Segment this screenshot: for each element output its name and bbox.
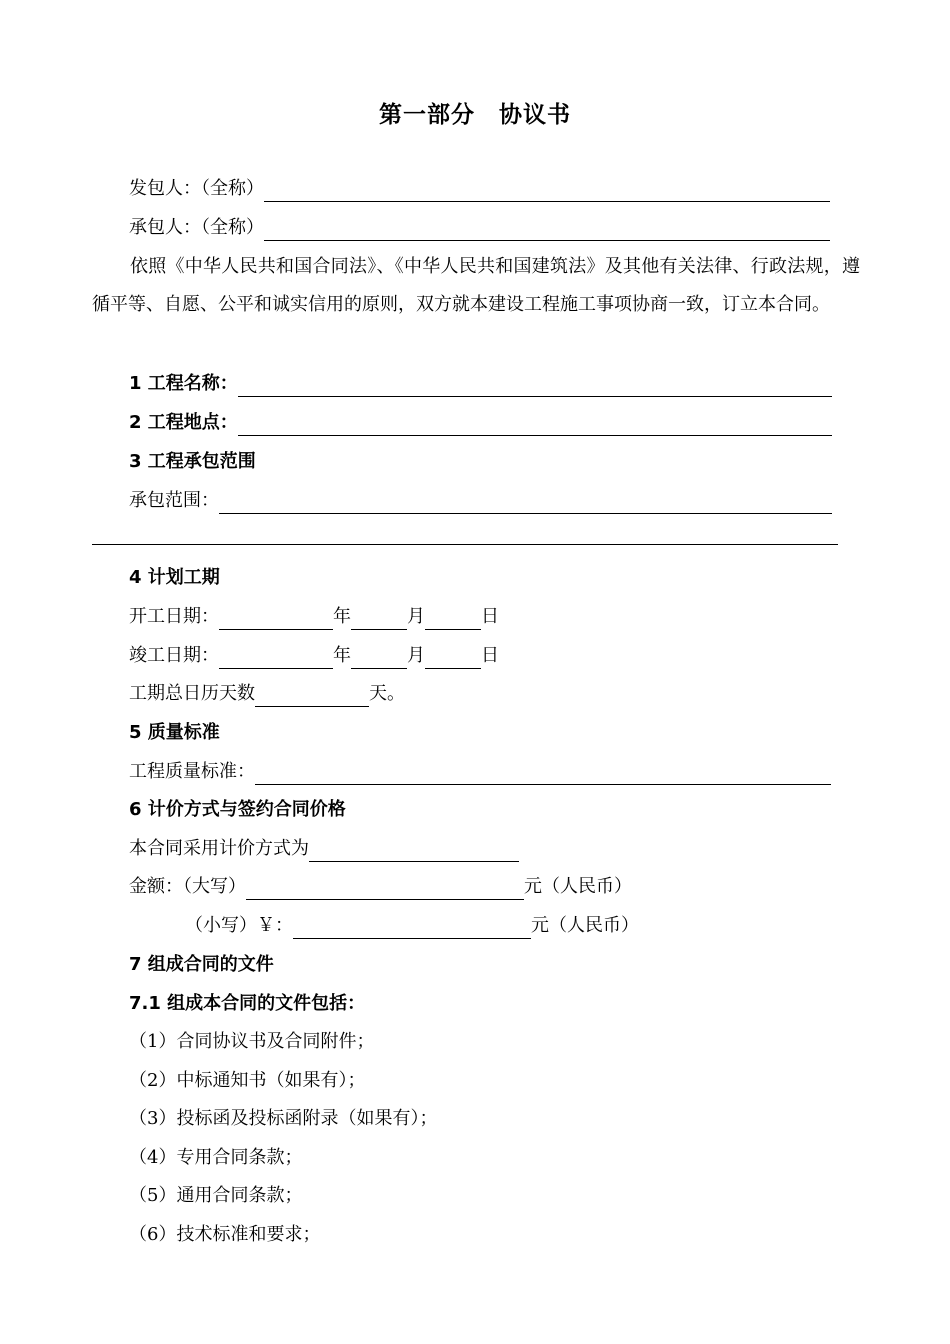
pricing-row [129,836,519,862]
document-item: （5）通用合同条款； [129,1185,303,1206]
project-name-label: 1 工程名称： [129,373,238,394]
start-date-label: 开工日期： [129,606,219,627]
start-year-unit: 年 [333,606,351,627]
duration-label: 工期总日历天数 [129,683,255,704]
pricing-method-field[interactable] [309,841,519,862]
end-day-unit: 日 [481,645,499,666]
contractor-label: 承包人：（全称） [129,217,264,238]
documents-heading-text: 7 组成合同的文件 [129,954,274,975]
amount-figures-field[interactable] [293,918,531,939]
duration-field[interactable] [255,686,369,707]
end-month-unit: 月 [407,645,425,666]
start-date-row [129,604,499,630]
pricing-label: 本合同采用计价方式为 [129,838,309,859]
documents-subheading-text: 7.1 组成本合同的文件包括： [129,993,366,1014]
scope-row [129,488,832,514]
quality-row [129,759,831,785]
project-name-field[interactable] [238,376,832,397]
duration-suffix: 天。 [369,683,405,704]
quality-field[interactable] [255,764,831,785]
scope-heading-text: 3 工程承包范围 [129,451,256,472]
amount-words-label: 金额：（大写） [129,876,246,897]
employer-label: 发包人：（全称） [129,178,264,199]
scope-field[interactable] [219,493,832,514]
start-month-unit: 月 [407,606,425,627]
project-location-field[interactable] [238,415,832,436]
start-day-field[interactable] [425,609,481,630]
project-location-label: 2 工程地点： [129,412,238,433]
project-name-row [129,371,832,397]
amount-figures-suffix: 元（人民币） [531,915,639,936]
schedule-heading [129,565,220,591]
end-month-field[interactable] [351,648,407,669]
scope-heading [129,449,256,475]
duration-row [129,681,405,707]
page-title: 第一部分 协议书 [379,102,571,128]
document-item: （3）投标函及投标函附录（如果有）； [129,1108,438,1129]
project-location-row [129,410,832,436]
end-date-label: 竣工日期： [129,645,219,666]
amount-words-suffix: 元（人民币） [524,876,632,897]
schedule-heading-text: 4 计划工期 [129,567,220,588]
intro-paragraph: 依照《中华人民共和国合同法》、《中华人民共和国建筑法》及其他有关法律、行政法规，遵循平等、自愿、公平和诚实信用的原则，双方就本建设工程施工事项协商一致，订立本合同。 [92,256,860,315]
start-day-unit: 日 [481,606,499,627]
start-year-field[interactable] [219,609,333,630]
document-item: （6）技术标准和要求； [129,1224,321,1245]
start-month-field[interactable] [351,609,407,630]
documents-subheading [129,991,365,1017]
amount-words-field[interactable] [246,879,524,900]
document-item: （1）合同协议书及合同附件； [129,1031,375,1052]
end-day-field[interactable] [425,648,481,669]
end-date-row [129,643,499,669]
employer-name-field[interactable] [264,181,830,202]
end-year-field[interactable] [219,648,333,669]
contractor-row [129,215,830,241]
quality-heading [129,720,220,746]
document-item: （4）专用合同条款； [129,1147,303,1168]
amount-figures-row [185,913,639,939]
quality-label: 工程质量标准： [129,761,255,782]
scope-label: 承包范围： [129,490,219,511]
quality-heading-text: 5 质量标准 [129,722,220,743]
employer-row [129,176,830,202]
contractor-name-field[interactable] [264,220,830,241]
amount-words-row [129,874,632,900]
documents-heading [129,952,274,978]
end-year-unit: 年 [333,645,351,666]
document-item: （2）中标通知书（如果有）； [129,1070,366,1091]
scope-field-continuation[interactable] [92,544,838,545]
amount-figures-label: （小写）￥： [185,915,293,936]
pricing-heading [129,797,346,823]
pricing-heading-text: 6 计价方式与签约合同价格 [129,799,346,820]
